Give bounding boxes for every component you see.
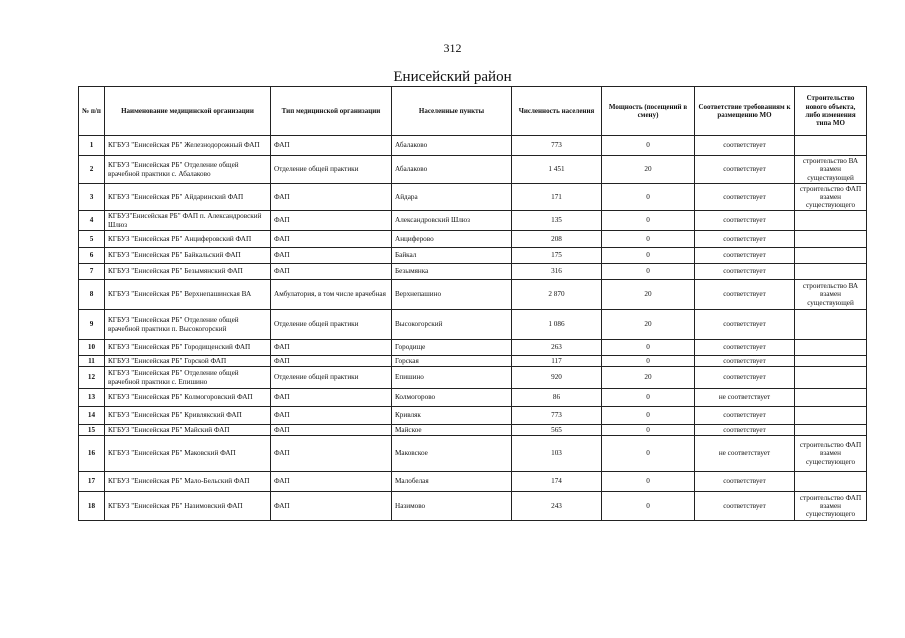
table-row [79,211,867,231]
table-row [79,436,867,472]
table-row [79,231,867,248]
settlement: Маковское [392,436,512,472]
construction-note: строительство ФАП взамен существующего [795,492,867,521]
settlement: Кривляк [392,407,512,425]
capacity: 20 [602,280,695,310]
construction-note: строительство ВА взамен существующей [795,280,867,310]
population: 171 [512,184,602,211]
table-row [79,264,867,280]
org-name: КГБУЗ "Енисейская РБ" Безымянский ФАП [105,264,271,280]
population: 135 [512,211,602,231]
compliance: соответствует [695,156,795,184]
table-row [79,356,867,367]
settlement: Анциферово [392,231,512,248]
row-number: 12 [79,367,105,389]
row-number: 15 [79,425,105,436]
capacity: 0 [602,472,695,492]
compliance: не соответствует [695,436,795,472]
table-row [79,340,867,356]
org-name: КГБУЗ "Енисейская РБ" Отделение общей врачебной практики п. Высокогорский [105,310,271,340]
row-number: 14 [79,407,105,425]
org-type: ФАП [271,389,392,407]
construction-note [795,407,867,425]
org-name: КГБУЗ "Енисейская РБ" Назимовский ФАП [105,492,271,521]
capacity: 20 [602,310,695,340]
compliance: соответствует [695,310,795,340]
settlement: Айдара [392,184,512,211]
construction-note [795,356,867,367]
capacity: 20 [602,367,695,389]
compliance: соответствует [695,492,795,521]
compliance: соответствует [695,472,795,492]
header-organization: Наименование медицинской организации [105,87,271,136]
construction-note: строительство ФАП взамен существующего [795,184,867,211]
org-name: КГБУЗ "Енисейская РБ" Железнодорожный ФАП [105,136,271,156]
compliance: соответствует [695,264,795,280]
compliance: соответствует [695,407,795,425]
table-header-row [79,87,867,136]
construction-note [795,264,867,280]
settlement: Горская [392,356,512,367]
org-name: КГБУЗ "Енисейская РБ" Кривлякский ФАП [105,407,271,425]
population: 243 [512,492,602,521]
compliance: соответствует [695,231,795,248]
capacity: 0 [602,136,695,156]
population: 263 [512,340,602,356]
org-type: Амбулатория, в том числе врачебная [271,280,392,310]
row-number: 8 [79,280,105,310]
construction-note [795,367,867,389]
compliance: соответствует [695,136,795,156]
construction-note [795,340,867,356]
org-name: КГБУЗ "Енисейская РБ" Анциферовский ФАП [105,231,271,248]
row-number: 16 [79,436,105,472]
org-type: ФАП [271,264,392,280]
population: 773 [512,407,602,425]
compliance: соответствует [695,211,795,231]
org-type: Отделение общей практики [271,310,392,340]
population: 117 [512,356,602,367]
table-row [79,492,867,521]
settlement: Городище [392,340,512,356]
capacity: 0 [602,211,695,231]
org-name: КГБУЗ "Енисейская РБ" Байкальский ФАП [105,248,271,264]
population: 175 [512,248,602,264]
construction-note [795,231,867,248]
org-type: ФАП [271,407,392,425]
org-type: ФАП [271,184,392,211]
facilities-table [78,86,867,521]
org-type: Отделение общей практики [271,156,392,184]
construction-note [795,310,867,340]
row-number: 2 [79,156,105,184]
table-row [79,184,867,211]
header-construction: Строительство нового объекта, либо изменения типа МО [795,87,867,136]
compliance: соответствует [695,367,795,389]
row-number: 6 [79,248,105,264]
org-type: ФАП [271,340,392,356]
org-name: КГБУЗ "Енисейская РБ" Верхнепашинская ВА [105,280,271,310]
org-name: КГБУЗ "Енисейская РБ" Отделение общей врачебной практики с. Епишино [105,367,271,389]
compliance: соответствует [695,425,795,436]
header-settlements: Населенные пункты [392,87,512,136]
settlement: Малобелая [392,472,512,492]
row-number: 11 [79,356,105,367]
compliance: не соответствует [695,389,795,407]
table-row [79,425,867,436]
row-number: 5 [79,231,105,248]
population: 1 086 [512,310,602,340]
org-name: КГБУЗ "Енисейская РБ" Колмогоровский ФАП [105,389,271,407]
org-type: ФАП [271,472,392,492]
compliance: соответствует [695,340,795,356]
population: 316 [512,264,602,280]
settlement: Безымянка [392,264,512,280]
settlement: Епишино [392,367,512,389]
construction-note [795,425,867,436]
capacity: 0 [602,231,695,248]
construction-note [795,211,867,231]
org-type: ФАП [271,436,392,472]
population: 773 [512,136,602,156]
capacity: 0 [602,389,695,407]
org-name: КГБУЗ "Енисейская РБ" Айдаринский ФАП [105,184,271,211]
header-org-type: Тип медицинской организации [271,87,392,136]
settlement: Колмогорово [392,389,512,407]
settlement: Верхнепашино [392,280,512,310]
population: 174 [512,472,602,492]
settlement: Высокогорский [392,310,512,340]
org-name: КГБУЗ "Енисейская РБ" Городищенский ФАП [105,340,271,356]
compliance: соответствует [695,280,795,310]
population: 920 [512,367,602,389]
capacity: 0 [602,340,695,356]
org-name: КГБУЗ "Енисейская РБ" Мало-Бельский ФАП [105,472,271,492]
settlement: Байкал [392,248,512,264]
population: 2 870 [512,280,602,310]
table-row [79,136,867,156]
settlement: Александровский Шлюз [392,211,512,231]
table-row [79,280,867,310]
org-name: КГБУЗ "Енисейская РБ" Майский ФАП [105,425,271,436]
settlement: Абалаково [392,136,512,156]
table-row [79,407,867,425]
row-number: 18 [79,492,105,521]
population: 1 451 [512,156,602,184]
table-body [79,136,867,521]
settlement: Майское [392,425,512,436]
compliance: соответствует [695,356,795,367]
capacity: 0 [602,436,695,472]
org-type: ФАП [271,248,392,264]
construction-note [795,472,867,492]
org-type: ФАП [271,211,392,231]
org-type: ФАП [271,492,392,521]
org-type: ФАП [271,356,392,367]
capacity: 0 [602,407,695,425]
row-number: 7 [79,264,105,280]
header-number: № п/п [79,87,105,136]
population: 103 [512,436,602,472]
header-capacity: Мощность (посещений в смену) [602,87,695,136]
compliance: соответствует [695,248,795,264]
construction-note: строительство ВА взамен существующей [795,156,867,184]
capacity: 0 [602,264,695,280]
row-number: 13 [79,389,105,407]
compliance: соответствует [695,184,795,211]
table-row [79,248,867,264]
org-name: КГБУЗ "Енисейская РБ" Маковский ФАП [105,436,271,472]
table-row [79,389,867,407]
page-number: 312 [443,41,462,55]
capacity: 0 [602,248,695,264]
capacity: 0 [602,184,695,211]
capacity: 0 [602,425,695,436]
capacity: 0 [602,356,695,367]
table-row [79,156,867,184]
org-type: Отделение общей практики [271,367,392,389]
region-title: Енисейский район [393,69,512,85]
header-population: Численность населения [512,87,602,136]
row-number: 4 [79,211,105,231]
org-type: ФАП [271,425,392,436]
row-number: 1 [79,136,105,156]
construction-note [795,389,867,407]
settlement: Абалаково [392,156,512,184]
capacity: 0 [602,492,695,521]
population: 565 [512,425,602,436]
row-number: 10 [79,340,105,356]
header-compliance: Соответствие требованиям к размещению МО [695,87,795,136]
row-number: 17 [79,472,105,492]
capacity: 20 [602,156,695,184]
population: 208 [512,231,602,248]
table-row [79,367,867,389]
row-number: 9 [79,310,105,340]
population: 86 [512,389,602,407]
table-row [79,310,867,340]
org-name: КГБУЗ"Енисейская РБ" ФАП п. Александровский Шлюз [105,211,271,231]
org-type: ФАП [271,231,392,248]
table-row [79,472,867,492]
construction-note [795,248,867,264]
construction-note [795,136,867,156]
org-type: ФАП [271,136,392,156]
org-name: КГБУЗ "Енисейская РБ" Отделение общей врачебной практики с. Абалаково [105,156,271,184]
settlement: Назимово [392,492,512,521]
row-number: 3 [79,184,105,211]
construction-note: строительство ФАП взамен существующего [795,436,867,472]
org-name: КГБУЗ "Енисейская РБ" Горской ФАП [105,356,271,367]
